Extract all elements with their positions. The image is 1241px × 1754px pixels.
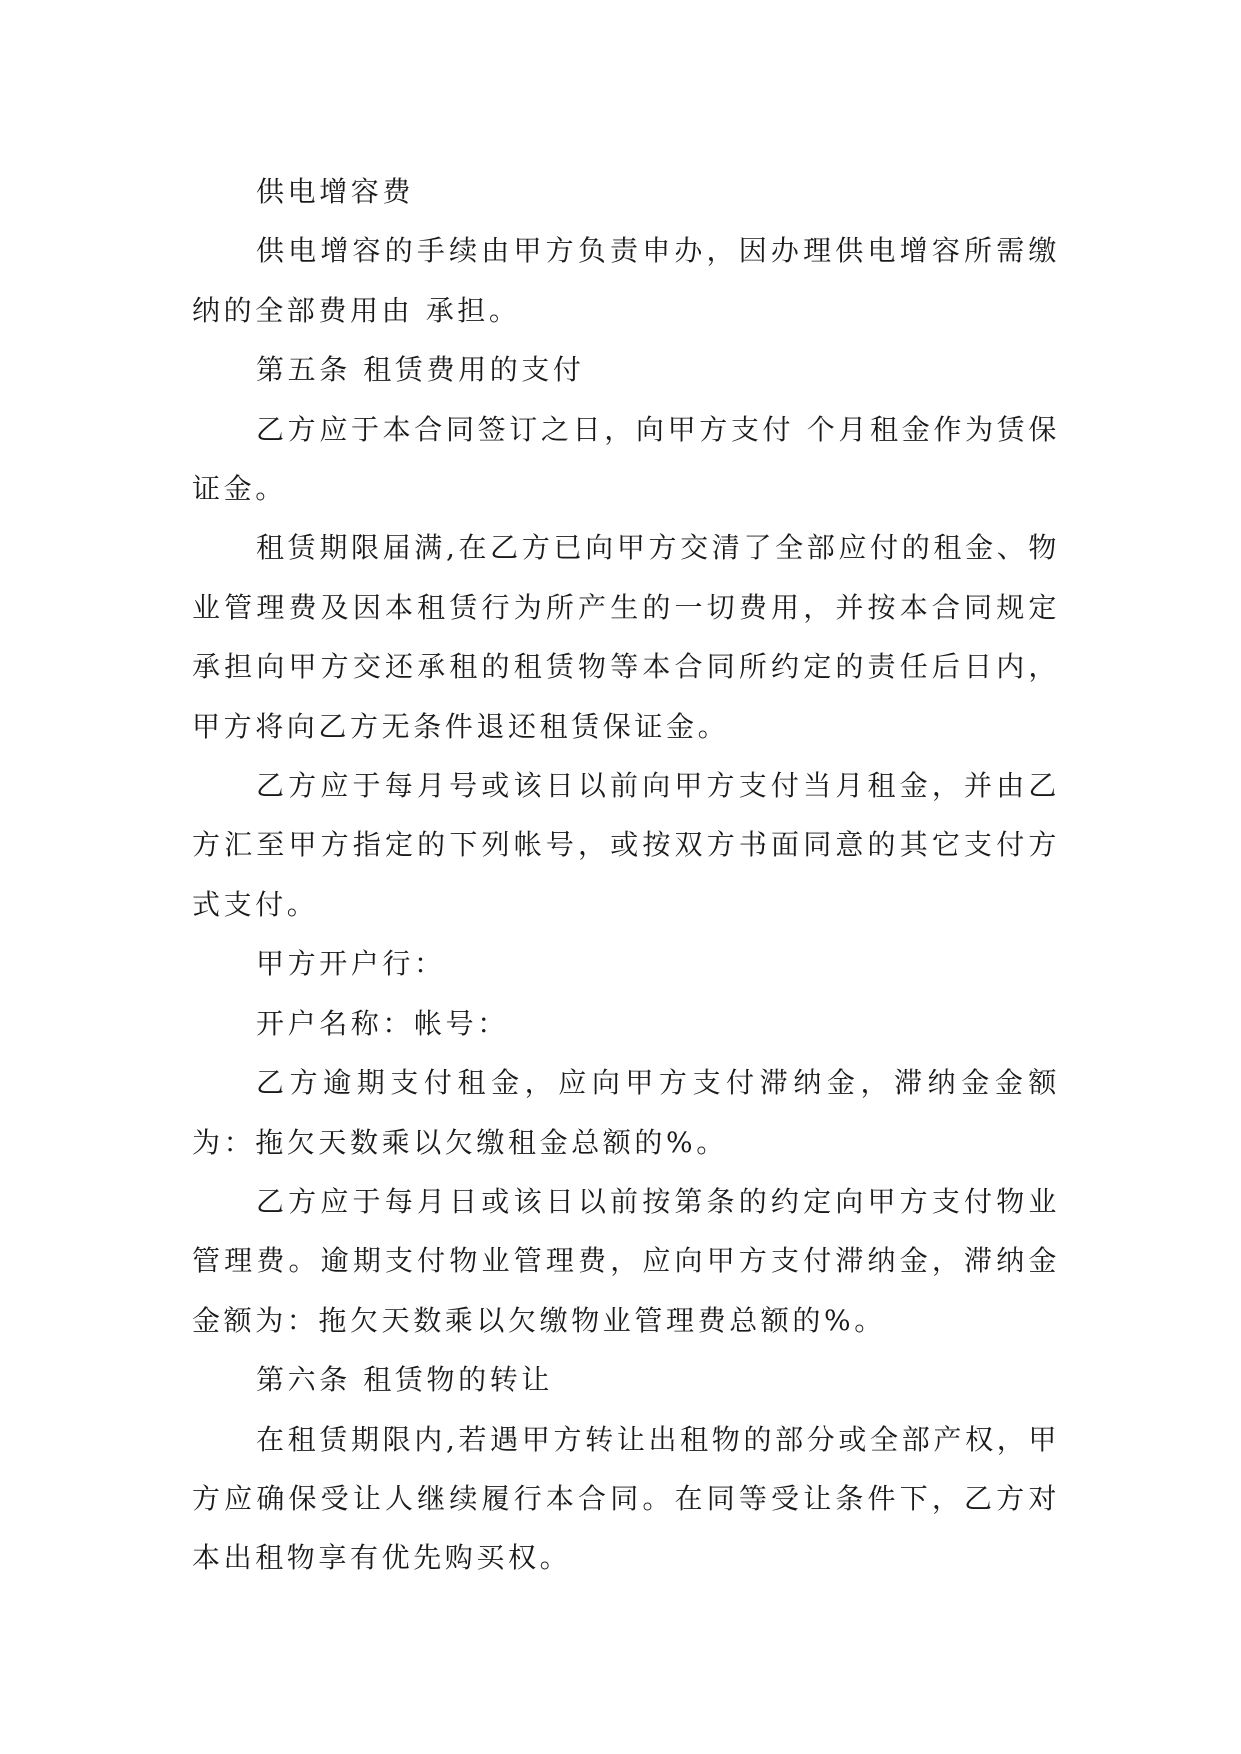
paragraph-bank: 甲方开户行： bbox=[256, 947, 446, 981]
paragraph-management-fee: 乙方应于每月日或该日以前按第条的约定向甲方支付物业管理费。逾期支付物业管理费，应向甲方支付滞纳金，滞纳金金额为：拖欠天数乘以欠缴物业管理费总额的%。 bbox=[192, 1184, 1060, 1337]
heading-article-6: 第六条 租赁物的转让 bbox=[256, 1363, 553, 1397]
paragraph-monthly-rent: 乙方应于每月号或该日以前向甲方支付当月租金，并由乙方汇至甲方指定的下列帐号，或按双方书面同意的其它支付方式支付。 bbox=[192, 769, 1060, 921]
document-body bbox=[192, 162, 1060, 1588]
paragraph-deposit: 乙方应于本合同签订之日，向甲方支付 个月租金作为赁保证金。 bbox=[192, 412, 1060, 506]
paragraph-transfer: 在租赁期限内,若遇甲方转让出租物的部分或全部产权，甲方应确保受让人继续履行本合同。在同等受让条件下，乙方对本出租物享有优先购买权。 bbox=[192, 1422, 1060, 1575]
paragraph-power-capacity-fee: 供电增容费 bbox=[256, 175, 415, 208]
paragraph-account-name: 开户名称：帐号： bbox=[256, 1006, 509, 1040]
heading-article-5: 第五条 租赁费用的支付 bbox=[256, 353, 585, 387]
paragraph-deposit-refund: 租赁期限届满,在乙方已向甲方交清了全部应付的租金、物业管理费及因本租赁行为所产生的一切费用，并按本合同规定承担向甲方交还承租的租赁物等本合同所约定的责任后日内，甲方将向乙方无条件退还租赁保证金。 bbox=[192, 531, 1060, 743]
paragraph-power-capacity-procedure: 供电增容的手续由甲方负责申办，因办理供电增容所需缴纳的全部费用由 承担。 bbox=[192, 234, 1060, 327]
paragraph-late-rent-penalty: 乙方逾期支付租金，应向甲方支付滞纳金，滞纳金金额为：拖欠天数乘以欠缴租金总额的%。 bbox=[192, 1066, 1060, 1159]
